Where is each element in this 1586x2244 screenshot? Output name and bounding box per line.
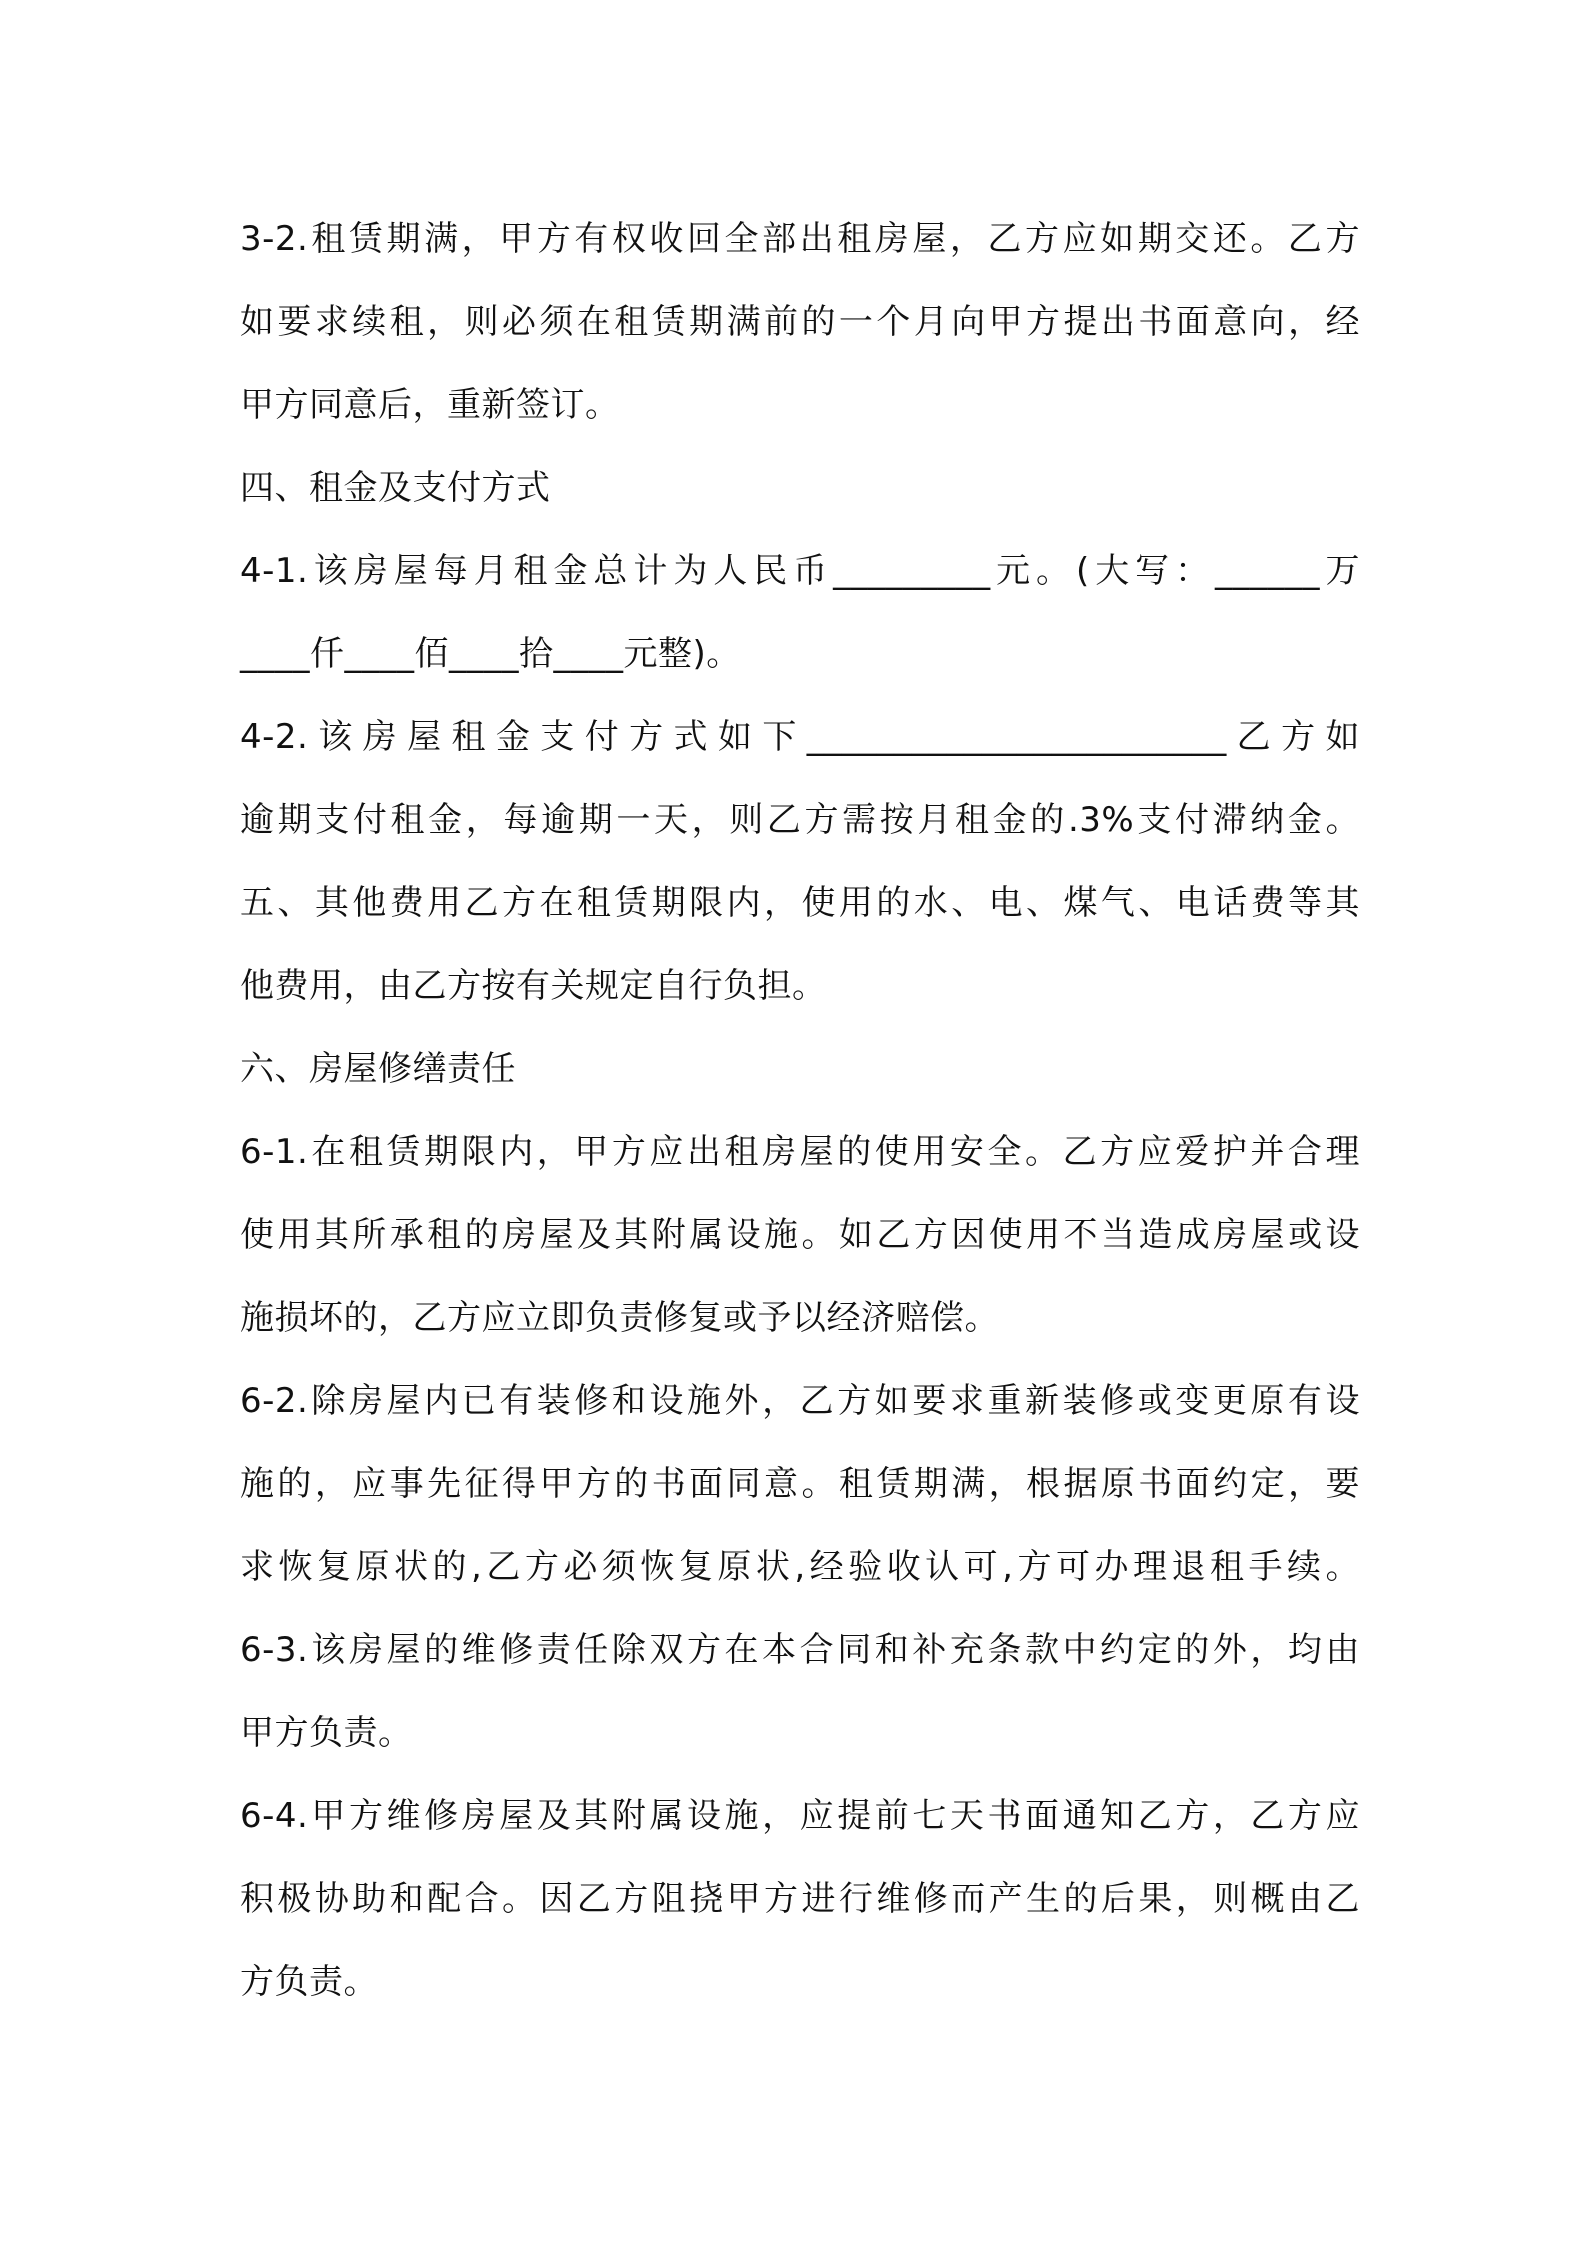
clause-6-4-line-1: 6-4.甲方维修房屋及其附属设施，应提前七天书面通知乙方，乙方应 bbox=[240, 1796, 1360, 1836]
clause-6-2-line-1: 6-2.除房屋内已有装修和设施外，乙方如要求重新装修或变更原有设 bbox=[240, 1381, 1360, 1421]
section-4-heading: 四、租金及支付方式 bbox=[240, 468, 551, 508]
clause-4-1-line-1: 4-1.该房屋每月租金总计为人民币_________元。(大写：______万 bbox=[240, 551, 1360, 591]
section-5-line-1: 五、其他费用乙方在租赁期限内，使用的水、电、煤气、电话费等其 bbox=[240, 883, 1360, 923]
clause-6-1-line-1: 6-1.在租赁期限内，甲方应出租房屋的使用安全。乙方应爱护并合理 bbox=[240, 1132, 1360, 1172]
clause-6-1-line-2: 使用其所承租的房屋及其附属设施。如乙方因使用不当造成房屋或设 bbox=[240, 1215, 1360, 1255]
section-6-heading: 六、房屋修缮责任 bbox=[240, 1049, 516, 1089]
clause-6-4-line-2: 积极协助和配合。因乙方阻挠甲方进行维修而产生的后果，则概由乙 bbox=[240, 1879, 1360, 1919]
clause-6-3-line-2: 甲方负责。 bbox=[240, 1713, 413, 1753]
clause-3-2-line-3: 甲方同意后，重新签订。 bbox=[240, 385, 620, 425]
clause-6-3-line-1: 6-3.该房屋的维修责任除双方在本合同和补充条款中约定的外，均由 bbox=[240, 1630, 1360, 1670]
clause-6-2-line-3: 求恢复原状的,乙方必须恢复原状,经验收认可,方可办理退租手续。 bbox=[240, 1547, 1360, 1587]
clause-6-4-line-3: 方负责。 bbox=[240, 1962, 378, 2002]
clause-3-2-line-2: 如要求续租，则必须在租赁期满前的一个月向甲方提出书面意向，经 bbox=[240, 302, 1360, 342]
clause-4-2-line-1: 4-2.该房屋租金支付方式如下________________________乙方如 bbox=[240, 717, 1360, 757]
document-body bbox=[240, 198, 1360, 2024]
clause-3-2-line-1: 3-2.租赁期满，甲方有权收回全部出租房屋，乙方应如期交还。乙方 bbox=[240, 219, 1360, 259]
section-5-line-2: 他费用，由乙方按有关规定自行负担。 bbox=[240, 966, 827, 1006]
clause-6-2-line-2: 施的，应事先征得甲方的书面同意。租赁期满，根据原书面约定，要 bbox=[240, 1464, 1360, 1504]
clause-6-1-line-3: 施损坏的，乙方应立即负责修复或予以经济赔偿。 bbox=[240, 1298, 999, 1338]
clause-4-1-line-2: ____仟____佰____拾____元整)。 bbox=[240, 634, 741, 674]
clause-4-2-line-2: 逾期支付租金，每逾期一天，则乙方需按月租金的.3%支付滞纳金。 bbox=[240, 800, 1360, 840]
